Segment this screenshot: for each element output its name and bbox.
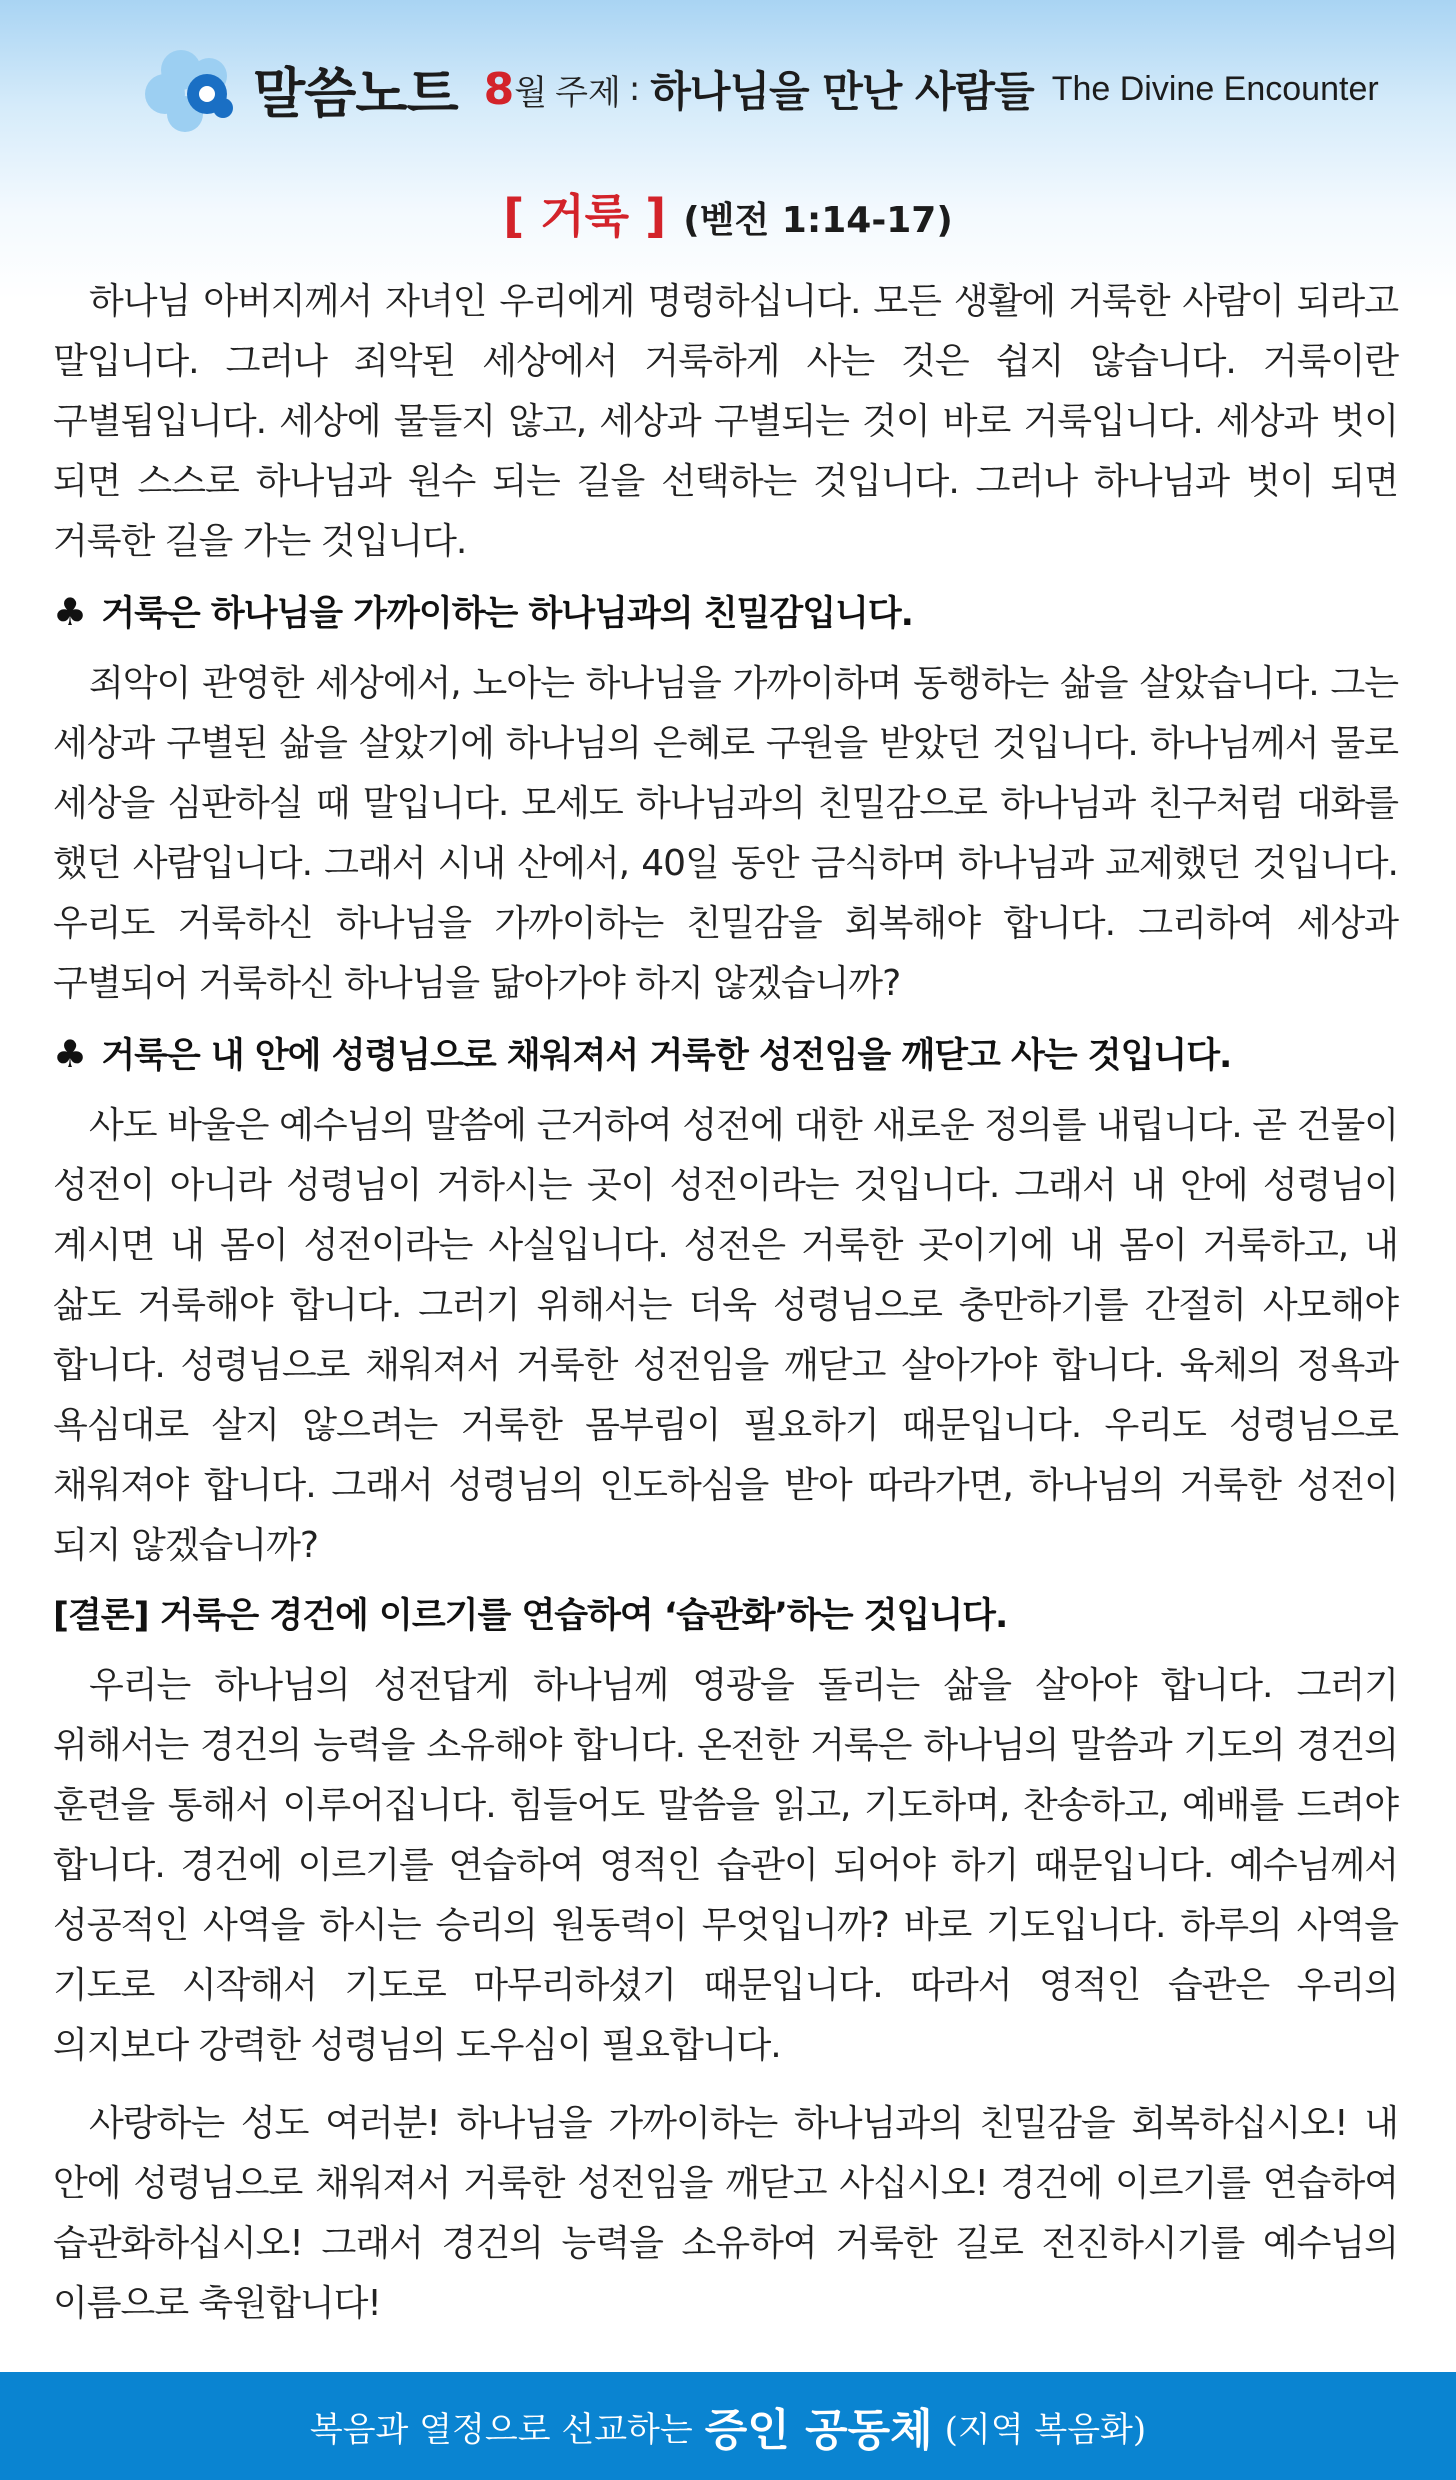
section-heading <box>53 586 1398 640</box>
month-number: 8 <box>483 63 515 115</box>
topic-label: 주제 <box>555 72 621 113</box>
sermon-title <box>0 180 1456 246</box>
topic-title: 하나님을 만난 사람들 <box>650 67 1034 116</box>
paragraph: 사도 바울은 예수님의 말씀에 근거하여 성전에 대한 새로운 정의를 내립니다. 곧 건물이 성전이 아니라 성령님이 거하시는 곳이 성전이라는 것입니다. 그래서 내 안에 성령님이 계시면 내 몸이 성전이라는 사실입니다. 성전은 거룩한 곳이기에 내 몸이 거룩하고, 내 삶도 거룩해야 합니다. 그러기 위해서는 더욱 성령님으로 충만하기를 간절히 사모해야 합니다. 성령님으로 채워져서 거룩한 성전임을 깨닫고 살아가야 합니다. 육체의 정욕과 욕심대로 살지 않으려는 거룩한 몸부림이 필요하기 때문입니다. 우리도 성령님으로 채워져야 합니다. 그래서 성령님의 인도하심을 받아 따라가면, 하나님의 거룩한 성전이 되지 않겠습니까? <box>53 1105 1398 1566</box>
sermon-body <box>53 272 1398 2334</box>
topic-colon: : <box>628 69 641 109</box>
heading-text: 거룩은 내 안에 성령님으로 채워져서 거룩한 성전임을 깨닫고 사는 것입니다. <box>101 1036 1232 1076</box>
scripture-reference: (벧전 1:14-17) <box>683 200 953 241</box>
club-icon: ♣ <box>53 590 87 634</box>
club-icon: ♣ <box>53 1032 87 1076</box>
heading-text: 거룩은 하나님을 가까이하는 하나님과의 친밀감입니다. <box>101 594 913 634</box>
footer-emphasis: 증인 공동체 <box>704 2405 933 2456</box>
heading-text: [결론] 거룩은 경건에 이르기를 연습하여 ‘습관화’하는 것입니다. <box>53 1596 1008 1636</box>
header-banner <box>0 0 1456 300</box>
footer-suffix: (지역 복음화) <box>944 2409 1147 2450</box>
closing-paragraph: 사랑하는 성도 여러분! 하나님을 가까이하는 하나님과의 친밀감을 회복하십시오! 내 안에 성령님으로 채워져서 거룩한 성전임을 깨닫고 사십시오! 경건에 이르기를 연습하여 습관화하십시오! 그래서 경건의 능력을 소유하여 거룩한 길로 전진하시기를 예수님의 이름으로 축원합니다! <box>53 2103 1398 2324</box>
paragraph: 죄악이 관영한 세상에서, 노아는 하나님을 가까이하며 동행하는 삶을 살았습니다. 그는 세상과 구별된 삶을 살았기에 하나님의 은혜로 구원을 받았던 것입니다. 하나님께서 물로 세상을 심판하실 때 말입니다. 모세도 하나님과의 친밀감으로 하나님과 친구처럼 대화를 했던 사람입니다. 그래서 시내 산에서, 40일 동안 금식하며 하나님과 교제했던 것입니다. 우리도 거룩하신 하나님을 가까이하는 친밀감을 회복해야 합니다. 그리하여 세상과 구별되어 거룩하신 하나님을 닮아가야 하지 않겠습니까? <box>53 663 1398 1004</box>
paragraph: 우리는 하나님의 성전답게 하나님께 영광을 돌리는 삶을 살아야 합니다. 그러기 위해서는 경건의 능력을 소유해야 합니다. 온전한 거룩은 하나님의 말씀과 기도의 경건의 훈련을 통해서 이루어집니다. 힘들어도 말씀을 읽고, 기도하며, 찬송하고, 예배를 드려야 합니다. 경건에 이르기를 연습하여 영적인 습관이 되어야 하기 때문입니다. 예수님께서 성공적인 사역을 하시는 승리의 원동력이 무엇입니까? 바로 기도입니다. 하루의 사역을 기도로 시작해서 기도로 마무리하셨기 때문입니다. 따라서 영적인 습관은 우리의 의지보다 강력한 성령님의 도우심이 필요합니다. <box>53 1665 1398 2066</box>
brand-name: 말씀노트 <box>253 61 458 125</box>
footer-banner <box>0 2372 1456 2480</box>
section-heading <box>53 1028 1398 1082</box>
conclusion-heading <box>53 1590 1398 1642</box>
title-main: [ 거룩 ] <box>503 189 667 243</box>
topic-english: The Divine Encounter <box>1051 69 1379 108</box>
flower-logo-icon <box>145 44 245 134</box>
month-label: 월 <box>514 72 548 113</box>
paragraph: 하나님 아버지께서 자녀인 우리에게 명령하십니다. 모든 생활에 거룩한 사람이 되라고 말입니다. 그러나 죄악된 세상에서 거룩하게 사는 것은 쉽지 않습니다. 거룩이란 구별됨입니다. 세상에 물들지 않고, 세상과 구별되는 것이 바로 거룩입니다. 세상과 벗이 되면 스스로 하나님과 원수 되는 길을 선택하는 것입니다. 그러나 하나님과 벗이 되면 거룩한 길을 가는 것입니다. <box>53 281 1398 562</box>
brand-bar <box>145 44 1379 134</box>
footer-prefix: 복음과 열정으로 선교하는 <box>309 2409 693 2450</box>
